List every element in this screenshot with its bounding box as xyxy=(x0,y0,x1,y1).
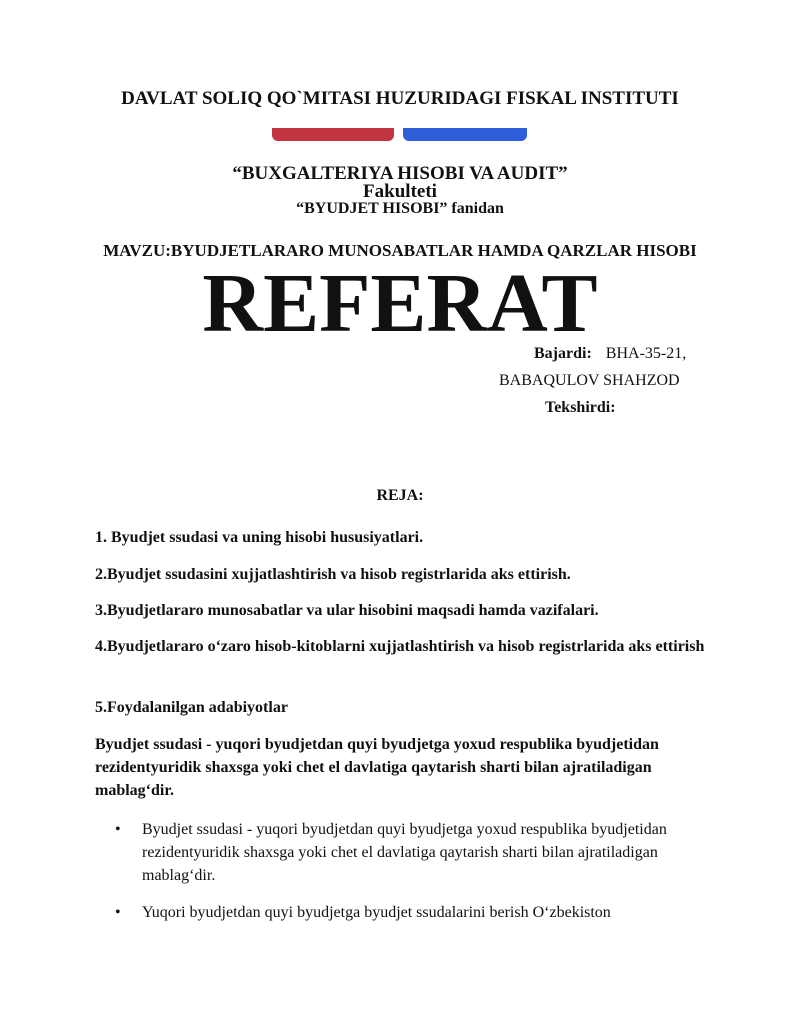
author-name: BABAQULOV SHAHZOD xyxy=(499,372,680,389)
plan-item: 2.Byudjet ssudasini xujjatlashtirish va hisob registrlarida aks ettirish. xyxy=(95,566,571,583)
institute-title: DAVLAT SOLIQ QO`MITASI HUZURIDAGI FISKAL INSTITUTI xyxy=(121,88,679,109)
bullet-text: Yuqori byudjetdan quyi byudjetga byudjet ssudalarini berish O‘zbekiston xyxy=(142,904,611,921)
document-title: REFERAT xyxy=(202,257,598,350)
author-line xyxy=(534,345,686,363)
topic-title: MAVZU:BYUDJETLARARO MUNOSABATLAR HAMDA QARZLAR HISOBI xyxy=(103,241,697,260)
plan-item: 3.Byudjetlararo munosabatlar va ular hisobini maqsadi hamda vazifalari. xyxy=(95,602,599,619)
faculty-label: Fakulteti xyxy=(363,181,437,202)
bullet-icon: • xyxy=(115,821,121,838)
bullet-icon: • xyxy=(115,904,121,921)
subject-title: “BYUDJET HISOBI” fanidan xyxy=(296,200,504,217)
checked-label: Tekshirdi: xyxy=(545,399,616,416)
definition-paragraph: Byudjet ssudasi - yuqori byudjetdan quyi byudjetga yoxud respublika byudjetidan rezidentyuridik shaxsga yoki chet el davlatiga qaytarish sharti bilan ajratiladigan mablag‘dir. xyxy=(95,736,659,799)
author-group: BHA-35-21, xyxy=(605,345,687,362)
plan-item: 4.Byudjetlararo o‘zaro hisob-kitoblarni xujjatlashtirish va hisob registrlarida aks ettirish xyxy=(95,638,705,655)
blue-decor-bar xyxy=(403,128,527,141)
plan-heading: REJA: xyxy=(376,487,424,504)
plan-item: 5.Foydalanilgan adabiyotlar xyxy=(95,699,288,716)
faculty-name: “BUXGALTERIYA HISOBI VA AUDIT” xyxy=(232,163,568,184)
plan-item: 1. Byudjet ssudasi va uning hisobi hususiyatlari. xyxy=(95,529,424,546)
red-decor-bar xyxy=(272,128,394,141)
bullet-text: Byudjet ssudasi - yuqori byudjetdan quyi byudjetga yoxud respublika byudjetidan rezidentyuridik shaxsga yoki chet el davlatiga qaytarish sharti bilan ajratiladigan mablag‘dir. xyxy=(142,821,667,884)
author-label: Bajardi: xyxy=(534,345,592,362)
